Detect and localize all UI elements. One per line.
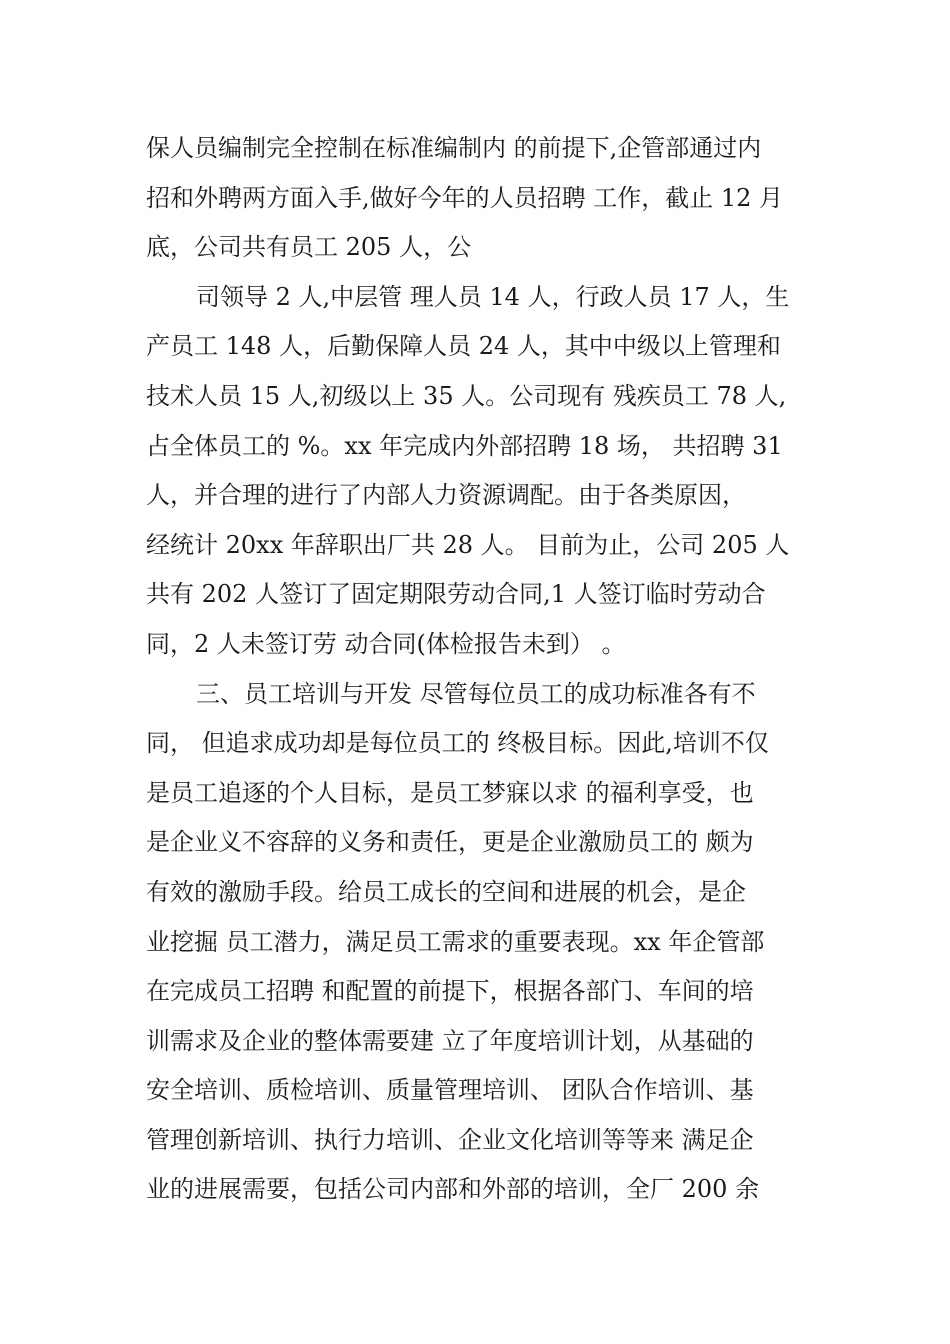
text-line: 共有 202 人签订了固定期限劳动合同,1 人签订临时劳动合: [146, 580, 766, 609]
paragraph-3: [146, 670, 810, 1216]
paragraph-2: [146, 273, 810, 670]
text-line: 是企业义不容辞的义务和责任，更是企业激励员工的 颇为: [146, 828, 754, 857]
document-page: [146, 124, 810, 1215]
text-line: 同， 但追求成功却是每位员工的 终极目标。因此,培训不仅: [146, 729, 769, 758]
paragraph-1: [146, 124, 810, 273]
text-line: 安全培训、质检培训、质量管理培训、 团队合作培训、基: [146, 1076, 754, 1105]
text-line: 技术人员 15 人,初级以上 35 人。公司现有 残疾员工 78 人,: [146, 381, 787, 410]
text-line: 在完成员工招聘 和配置的前提下，根据各部门、车间的培: [146, 977, 754, 1006]
text-line: 同，2 人未签订劳 动合同(体检报告未到） 。: [146, 629, 626, 658]
text-line: 占全体员工的 %。xx 年完成内外部招聘 18 场， 共招聘 31: [146, 431, 783, 460]
text-line: 产员工 148 人，后勤保障人员 24 人，其中中级以上管理和: [146, 332, 781, 361]
text-line: 业的进展需要，包括公司内部和外部的培训，全厂 200 余: [146, 1175, 760, 1204]
text-line: 保人员编制完全控制在标准编制内 的前提下,企管部通过内: [146, 134, 762, 162]
text-line: 业挖掘 员工潜力，满足员工需求的重要表现。xx 年企管部: [146, 927, 765, 956]
text-line: 人，并合理的进行了内部人力资源调配。由于各类原因，: [146, 481, 746, 510]
text-line: 训需求及企业的整体需要建 立了年度培训计划，从基础的: [146, 1026, 754, 1055]
text-line: 管理创新培训、执行力培训、企业文化培训等等来 满足企: [146, 1125, 754, 1154]
text-line: 经统计 20xx 年辞职出厂共 28 人。 目前为止，公司 205 人: [146, 530, 790, 559]
text-line: 有效的激励手段。给员工成长的空间和进展的机会，是企: [146, 877, 746, 906]
text-line: 底，公司共有员工 205 人，公: [146, 233, 472, 262]
text-line: 是员工追逐的个人目标，是员工梦寐以求 的福利享受，也: [146, 778, 754, 807]
text-line: 招和外聘两方面入手,做好今年的人员招聘 工作，截止 12 月: [146, 183, 784, 212]
text-line: 三、员工培训与开发 尽管每位员工的成功标准各有不: [196, 679, 756, 708]
text-line: 司领导 2 人,中层管 理人员 14 人，行政人员 17 人，生: [196, 282, 790, 311]
